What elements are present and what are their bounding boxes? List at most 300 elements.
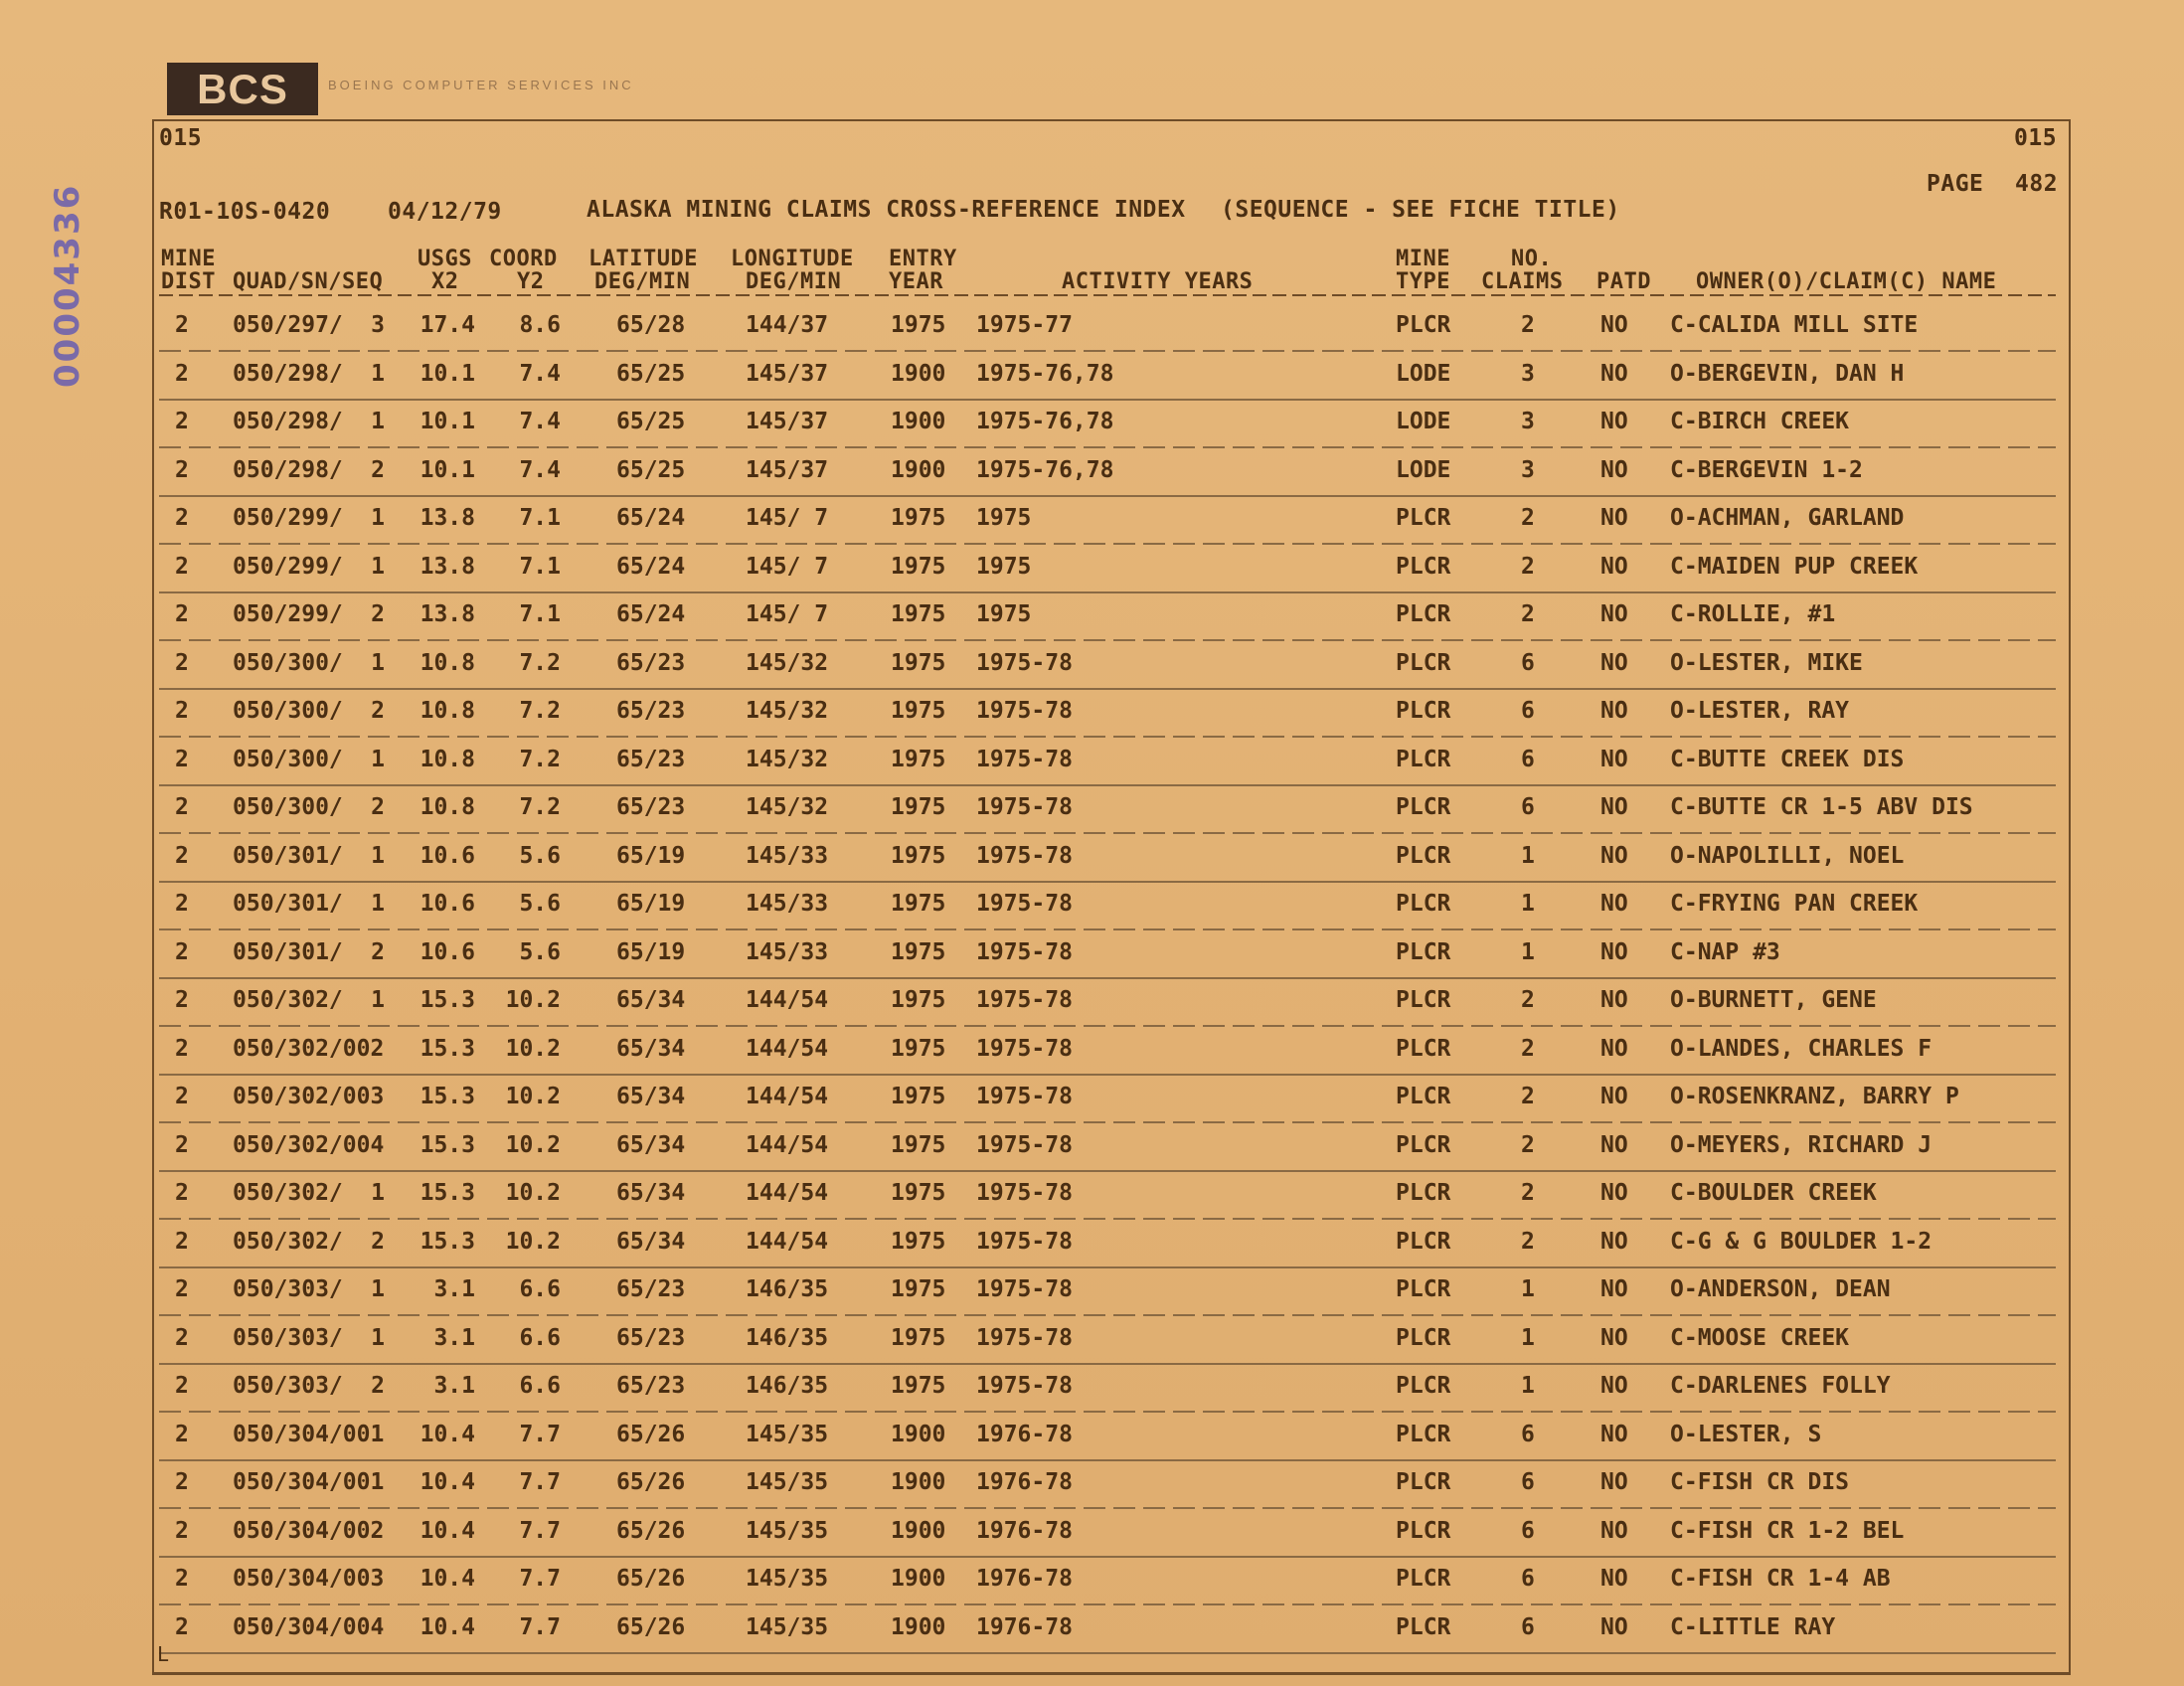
cell-entry-year: 1975 bbox=[891, 698, 946, 724]
table-row bbox=[0, 1467, 2184, 1515]
cell-quad: 050/304/001 bbox=[233, 1421, 385, 1447]
table-row bbox=[0, 985, 2184, 1033]
cell-usgs-x: 10.8 bbox=[420, 698, 475, 724]
cell-longitude: 144/54 bbox=[746, 1228, 829, 1255]
cell-usgs-y: 7.1 bbox=[519, 505, 561, 531]
cell-latitude: 65/23 bbox=[616, 1276, 686, 1302]
cell-mine-type: PLCR bbox=[1396, 1180, 1451, 1206]
cell-entry-year: 1975 bbox=[891, 1035, 946, 1062]
cell-dist: 2 bbox=[175, 1373, 189, 1399]
cell-latitude: 65/26 bbox=[616, 1421, 686, 1447]
table-row bbox=[0, 552, 2184, 599]
cell-patd: NO bbox=[1600, 409, 1628, 434]
cell-owner-claim-name: C-ROLLIE, #1 bbox=[1670, 601, 1836, 627]
row-rule bbox=[159, 1507, 2056, 1509]
cell-owner-claim-name: C-BIRCH CREEK bbox=[1670, 409, 1850, 434]
cell-activity-years: 1975 bbox=[976, 601, 1032, 627]
cell-mine-type: PLCR bbox=[1396, 312, 1451, 338]
cell-dist: 2 bbox=[175, 1084, 189, 1109]
cell-longitude: 146/35 bbox=[746, 1373, 829, 1399]
cell-claims: 2 bbox=[1521, 1084, 1535, 1109]
cell-mine-type: PLCR bbox=[1396, 601, 1451, 627]
cell-claims: 2 bbox=[1521, 1180, 1535, 1206]
fiche-number-right: 015 bbox=[2014, 125, 2058, 151]
cell-seq: 2 bbox=[371, 794, 385, 820]
cell-usgs-x: 17.4 bbox=[420, 312, 475, 338]
table-row bbox=[0, 937, 2184, 985]
cell-activity-years: 1975-78 bbox=[976, 842, 1073, 869]
cell-dist: 2 bbox=[175, 794, 189, 820]
cell-quad: 050/297/ bbox=[233, 312, 343, 338]
col-claims-1: NO. bbox=[1511, 247, 1553, 271]
col-entry-1: ENTRY bbox=[889, 247, 957, 271]
cell-longitude: 144/54 bbox=[746, 1035, 829, 1062]
col-coord-2: Y2 bbox=[517, 269, 545, 294]
cell-latitude: 65/23 bbox=[616, 1373, 686, 1399]
cell-mine-type: PLCR bbox=[1396, 938, 1451, 965]
col-usgs-1: USGS bbox=[418, 247, 472, 271]
cell-patd: NO bbox=[1600, 360, 1628, 387]
cell-latitude: 65/26 bbox=[616, 1469, 686, 1495]
cell-patd: NO bbox=[1600, 938, 1628, 965]
cell-seq: 1 bbox=[371, 1276, 385, 1302]
row-rule bbox=[159, 1314, 2056, 1316]
cell-claims: 2 bbox=[1521, 601, 1535, 627]
cell-activity-years: 1975-78 bbox=[976, 649, 1073, 676]
cell-claims: 1 bbox=[1521, 1324, 1535, 1351]
report-id: R01-10S-0420 bbox=[159, 199, 331, 225]
table-row bbox=[0, 359, 2184, 407]
cell-owner-claim-name: O-LESTER, RAY bbox=[1670, 698, 1850, 724]
cell-seq: 1 bbox=[371, 1324, 385, 1351]
cell-quad: 050/300/ bbox=[233, 698, 343, 724]
cell-entry-year: 1975 bbox=[891, 1084, 946, 1109]
cell-claims: 1 bbox=[1521, 842, 1535, 869]
cell-dist: 2 bbox=[175, 938, 189, 965]
cell-seq: 3 bbox=[371, 312, 385, 338]
cell-usgs-y: 7.4 bbox=[519, 409, 561, 434]
cell-patd: NO bbox=[1600, 891, 1628, 917]
cell-patd: NO bbox=[1600, 1469, 1628, 1495]
cell-longitude: 145/35 bbox=[746, 1566, 829, 1592]
cell-longitude: 144/54 bbox=[746, 1084, 829, 1109]
cell-usgs-x: 13.8 bbox=[420, 601, 475, 627]
cell-seq: 1 bbox=[371, 649, 385, 676]
cell-claims: 6 bbox=[1521, 649, 1535, 676]
cell-usgs-y: 8.6 bbox=[519, 312, 561, 338]
cell-patd: NO bbox=[1600, 987, 1628, 1013]
cell-longitude: 145/ 7 bbox=[746, 553, 829, 580]
cell-owner-claim-name: O-MEYERS, RICHARD J bbox=[1670, 1131, 1932, 1158]
cell-activity-years: 1975-78 bbox=[976, 1180, 1073, 1206]
col-mine-type-1: MINE bbox=[1396, 247, 1450, 271]
cell-usgs-y: 5.6 bbox=[519, 891, 561, 917]
cell-entry-year: 1900 bbox=[891, 360, 946, 387]
cell-mine-type: PLCR bbox=[1396, 1566, 1451, 1592]
cell-longitude: 146/35 bbox=[746, 1324, 829, 1351]
cell-mine-type: PLCR bbox=[1396, 1421, 1451, 1447]
table-row bbox=[0, 696, 2184, 744]
cell-quad: 050/301/ bbox=[233, 842, 343, 869]
cell-entry-year: 1975 bbox=[891, 1180, 946, 1206]
table-row bbox=[0, 1227, 2184, 1274]
cell-usgs-x: 10.1 bbox=[420, 456, 475, 483]
cell-activity-years: 1975-78 bbox=[976, 1084, 1073, 1109]
col-mine-dist-2: DIST bbox=[161, 269, 216, 294]
cell-seq: 1 bbox=[371, 409, 385, 434]
cell-patd: NO bbox=[1600, 1373, 1628, 1399]
cell-claims: 6 bbox=[1521, 1421, 1535, 1447]
cell-owner-claim-name: O-LESTER, S bbox=[1670, 1421, 1822, 1447]
cell-latitude: 65/26 bbox=[616, 1517, 686, 1544]
cell-quad: 050/300/ bbox=[233, 746, 343, 772]
cell-latitude: 65/26 bbox=[616, 1566, 686, 1592]
cell-quad: 050/298/ bbox=[233, 409, 343, 434]
cell-dist: 2 bbox=[175, 553, 189, 580]
cell-dist: 2 bbox=[175, 1276, 189, 1302]
cell-longitude: 144/37 bbox=[746, 312, 829, 338]
cell-latitude: 65/25 bbox=[616, 360, 686, 387]
cell-patd: NO bbox=[1600, 1131, 1628, 1158]
cell-activity-years: 1975-77 bbox=[976, 312, 1073, 338]
cell-longitude: 145/35 bbox=[746, 1517, 829, 1544]
cell-entry-year: 1975 bbox=[891, 553, 946, 580]
cell-activity-years: 1975-78 bbox=[976, 891, 1073, 917]
cell-quad: 050/303/ bbox=[233, 1324, 343, 1351]
cell-usgs-x: 15.3 bbox=[420, 1180, 475, 1206]
cell-dist: 2 bbox=[175, 1566, 189, 1592]
col-mine-type-2: TYPE bbox=[1396, 269, 1450, 294]
cell-activity-years: 1976-78 bbox=[976, 1566, 1073, 1592]
cell-usgs-x: 10.6 bbox=[420, 842, 475, 869]
report-title: ALASKA MINING CLAIMS CROSS-REFERENCE INDEX bbox=[587, 197, 1186, 223]
cell-entry-year: 1975 bbox=[891, 1324, 946, 1351]
cell-longitude: 145/ 7 bbox=[746, 601, 829, 627]
cell-usgs-y: 7.7 bbox=[519, 1517, 561, 1544]
cell-patd: NO bbox=[1600, 1566, 1628, 1592]
cell-mine-type: PLCR bbox=[1396, 1084, 1451, 1109]
cell-patd: NO bbox=[1600, 649, 1628, 676]
cell-dist: 2 bbox=[175, 1613, 189, 1640]
cell-mine-type: PLCR bbox=[1396, 891, 1451, 917]
row-rule bbox=[159, 977, 2056, 979]
cell-usgs-x: 10.4 bbox=[420, 1566, 475, 1592]
cell-usgs-x: 13.8 bbox=[420, 505, 475, 531]
cell-activity-years: 1975-78 bbox=[976, 1228, 1073, 1255]
cell-entry-year: 1975 bbox=[891, 505, 946, 531]
cell-patd: NO bbox=[1600, 505, 1628, 531]
cell-longitude: 145/37 bbox=[746, 456, 829, 483]
col-mine-dist-1: MINE bbox=[161, 247, 216, 271]
cell-claims: 6 bbox=[1521, 698, 1535, 724]
cell-seq: 2 bbox=[371, 698, 385, 724]
frame-corner-mark: L bbox=[157, 1642, 170, 1666]
cell-owner-claim-name: C-BUTTE CR 1-5 ABV DIS bbox=[1670, 794, 1973, 820]
row-rule bbox=[159, 1218, 2056, 1220]
cell-entry-year: 1900 bbox=[891, 1517, 946, 1544]
cell-owner-claim-name: O-LESTER, MIKE bbox=[1670, 649, 1863, 676]
cell-claims: 3 bbox=[1521, 409, 1535, 434]
cell-entry-year: 1900 bbox=[891, 409, 946, 434]
cell-mine-type: PLCR bbox=[1396, 1228, 1451, 1255]
cell-latitude: 65/25 bbox=[616, 456, 686, 483]
table-row bbox=[0, 407, 2184, 454]
cell-latitude: 65/19 bbox=[616, 891, 686, 917]
report-date: 04/12/79 bbox=[388, 199, 502, 225]
cell-usgs-x: 3.1 bbox=[433, 1373, 475, 1399]
table-row bbox=[0, 792, 2184, 840]
col-coord-1: COORD bbox=[489, 247, 558, 271]
col-lat-2: DEG/MIN bbox=[594, 269, 691, 294]
cell-activity-years: 1975-78 bbox=[976, 698, 1073, 724]
table-row bbox=[0, 1323, 2184, 1371]
cell-quad: 050/301/ bbox=[233, 938, 343, 965]
cell-quad: 050/302/002 bbox=[233, 1035, 385, 1062]
cell-owner-claim-name: O-ACHMAN, GARLAND bbox=[1670, 505, 1905, 531]
cell-owner-claim-name: C-NAP #3 bbox=[1670, 938, 1780, 965]
cell-quad: 050/299/ bbox=[233, 553, 343, 580]
cell-latitude: 65/34 bbox=[616, 1180, 686, 1206]
table-row bbox=[0, 1274, 2184, 1322]
cell-latitude: 65/28 bbox=[616, 312, 686, 338]
cell-longitude: 145/32 bbox=[746, 746, 829, 772]
cell-usgs-y: 7.1 bbox=[519, 601, 561, 627]
row-rule bbox=[159, 1074, 2056, 1076]
table-row bbox=[0, 1082, 2184, 1129]
cell-quad: 050/302/ bbox=[233, 1228, 343, 1255]
cell-owner-claim-name: C-G & G BOULDER 1-2 bbox=[1670, 1228, 1932, 1255]
cell-mine-type: LODE bbox=[1396, 456, 1451, 483]
row-rule bbox=[159, 688, 2056, 690]
cell-dist: 2 bbox=[175, 505, 189, 531]
cell-patd: NO bbox=[1600, 746, 1628, 772]
table-row bbox=[0, 599, 2184, 647]
cell-entry-year: 1975 bbox=[891, 1131, 946, 1158]
cell-owner-claim-name: C-FISH CR DIS bbox=[1670, 1469, 1850, 1495]
cell-mine-type: PLCR bbox=[1396, 746, 1451, 772]
cell-patd: NO bbox=[1600, 1180, 1628, 1206]
cell-usgs-y: 10.2 bbox=[505, 1131, 561, 1158]
cell-activity-years: 1976-78 bbox=[976, 1613, 1073, 1640]
row-rule bbox=[159, 784, 2056, 786]
cell-patd: NO bbox=[1600, 1276, 1628, 1302]
header-rule bbox=[159, 294, 2056, 296]
cell-dist: 2 bbox=[175, 1131, 189, 1158]
cell-activity-years: 1975-76,78 bbox=[976, 409, 1114, 434]
cell-usgs-y: 6.6 bbox=[519, 1276, 561, 1302]
cell-claims: 2 bbox=[1521, 312, 1535, 338]
cell-quad: 050/304/003 bbox=[233, 1566, 385, 1592]
cell-usgs-y: 7.2 bbox=[519, 794, 561, 820]
cell-activity-years: 1975-78 bbox=[976, 1035, 1073, 1062]
cell-usgs-y: 6.6 bbox=[519, 1373, 561, 1399]
cell-claims: 2 bbox=[1521, 1228, 1535, 1255]
cell-quad: 050/302/ bbox=[233, 987, 343, 1013]
cell-claims: 1 bbox=[1521, 1373, 1535, 1399]
cell-owner-claim-name: C-BERGEVIN 1-2 bbox=[1670, 456, 1863, 483]
cell-activity-years: 1975-78 bbox=[976, 1324, 1073, 1351]
cell-patd: NO bbox=[1600, 1324, 1628, 1351]
row-rule bbox=[159, 1411, 2056, 1413]
cell-owner-claim-name: C-LITTLE RAY bbox=[1670, 1613, 1836, 1640]
cell-quad: 050/304/001 bbox=[233, 1469, 385, 1495]
cell-usgs-x: 15.3 bbox=[420, 1228, 475, 1255]
cell-owner-claim-name: O-BURNETT, GENE bbox=[1670, 987, 1877, 1013]
cell-usgs-x: 10.6 bbox=[420, 891, 475, 917]
cell-quad: 050/302/004 bbox=[233, 1131, 385, 1158]
cell-owner-claim-name: O-ANDERSON, DEAN bbox=[1670, 1276, 1891, 1302]
cell-activity-years: 1975-78 bbox=[976, 1373, 1073, 1399]
cell-mine-type: PLCR bbox=[1396, 1324, 1451, 1351]
cell-claims: 2 bbox=[1521, 1131, 1535, 1158]
col-lon-2: DEG/MIN bbox=[746, 269, 842, 294]
cell-latitude: 65/25 bbox=[616, 409, 686, 434]
cell-patd: NO bbox=[1600, 456, 1628, 483]
fiche-number-left: 015 bbox=[159, 125, 203, 151]
cell-mine-type: PLCR bbox=[1396, 1469, 1451, 1495]
table-row bbox=[0, 1178, 2184, 1226]
cell-activity-years: 1975-78 bbox=[976, 1276, 1073, 1302]
cell-usgs-y: 7.7 bbox=[519, 1613, 561, 1640]
cell-usgs-x: 10.8 bbox=[420, 649, 475, 676]
cell-owner-claim-name: C-CALIDA MILL SITE bbox=[1670, 312, 1919, 338]
cell-quad: 050/299/ bbox=[233, 505, 343, 531]
cell-seq: 1 bbox=[371, 553, 385, 580]
cell-longitude: 145/37 bbox=[746, 360, 829, 387]
cell-owner-claim-name: C-FISH CR 1-2 BEL bbox=[1670, 1517, 1905, 1544]
cell-mine-type: PLCR bbox=[1396, 505, 1451, 531]
cell-quad: 050/300/ bbox=[233, 649, 343, 676]
row-rule bbox=[159, 446, 2056, 448]
table-row bbox=[0, 1420, 2184, 1467]
cell-quad: 050/302/003 bbox=[233, 1084, 385, 1109]
cell-dist: 2 bbox=[175, 1469, 189, 1495]
cell-seq: 1 bbox=[371, 360, 385, 387]
cell-dist: 2 bbox=[175, 456, 189, 483]
cell-activity-years: 1975 bbox=[976, 553, 1032, 580]
cell-patd: NO bbox=[1600, 842, 1628, 869]
cell-usgs-y: 7.7 bbox=[519, 1469, 561, 1495]
table-row bbox=[0, 841, 2184, 889]
col-owner: OWNER(O)/CLAIM(C) NAME bbox=[1696, 269, 1997, 294]
cell-latitude: 65/23 bbox=[616, 698, 686, 724]
row-rule bbox=[159, 881, 2056, 883]
cell-dist: 2 bbox=[175, 601, 189, 627]
table-row bbox=[0, 503, 2184, 551]
cell-quad: 050/303/ bbox=[233, 1276, 343, 1302]
cell-claims: 2 bbox=[1521, 553, 1535, 580]
table-row bbox=[0, 1612, 2184, 1660]
cell-usgs-y: 10.2 bbox=[505, 1084, 561, 1109]
cell-usgs-y: 7.2 bbox=[519, 746, 561, 772]
cell-dist: 2 bbox=[175, 1180, 189, 1206]
cell-owner-claim-name: O-NAPOLILLI, NOEL bbox=[1670, 842, 1905, 869]
cell-claims: 1 bbox=[1521, 938, 1535, 965]
cell-claims: 1 bbox=[1521, 891, 1535, 917]
cell-longitude: 145/35 bbox=[746, 1613, 829, 1640]
cell-dist: 2 bbox=[175, 1421, 189, 1447]
cell-mine-type: PLCR bbox=[1396, 1613, 1451, 1640]
table-row bbox=[0, 745, 2184, 792]
cell-patd: NO bbox=[1600, 794, 1628, 820]
cell-owner-claim-name: C-BOULDER CREEK bbox=[1670, 1180, 1877, 1206]
cell-patd: NO bbox=[1600, 1084, 1628, 1109]
cell-mine-type: PLCR bbox=[1396, 1035, 1451, 1062]
cell-claims: 6 bbox=[1521, 1469, 1535, 1495]
col-quad: QUAD/SN/SEQ bbox=[233, 269, 384, 294]
cell-longitude: 144/54 bbox=[746, 1180, 829, 1206]
cell-usgs-y: 10.2 bbox=[505, 987, 561, 1013]
cell-claims: 2 bbox=[1521, 987, 1535, 1013]
cell-latitude: 65/34 bbox=[616, 987, 686, 1013]
cell-entry-year: 1900 bbox=[891, 1469, 946, 1495]
row-rule bbox=[159, 543, 2056, 545]
cell-usgs-y: 7.2 bbox=[519, 649, 561, 676]
page-number: 482 bbox=[2015, 171, 2059, 197]
cell-latitude: 65/24 bbox=[616, 601, 686, 627]
cell-seq: 2 bbox=[371, 601, 385, 627]
row-rule bbox=[159, 639, 2056, 641]
cell-owner-claim-name: C-DARLENES FOLLY bbox=[1670, 1373, 1891, 1399]
cell-owner-claim-name: C-MAIDEN PUP CREEK bbox=[1670, 553, 1919, 580]
cell-claims: 6 bbox=[1521, 746, 1535, 772]
cell-usgs-x: 10.1 bbox=[420, 360, 475, 387]
cell-entry-year: 1975 bbox=[891, 794, 946, 820]
cell-seq: 2 bbox=[371, 938, 385, 965]
cell-dist: 2 bbox=[175, 1228, 189, 1255]
cell-mine-type: PLCR bbox=[1396, 842, 1451, 869]
cell-latitude: 65/23 bbox=[616, 746, 686, 772]
table-row bbox=[0, 1564, 2184, 1611]
cell-usgs-y: 5.6 bbox=[519, 938, 561, 965]
cell-quad: 050/300/ bbox=[233, 794, 343, 820]
cell-latitude: 65/23 bbox=[616, 1324, 686, 1351]
cell-dist: 2 bbox=[175, 1324, 189, 1351]
cell-claims: 6 bbox=[1521, 1566, 1535, 1592]
cell-usgs-x: 10.1 bbox=[420, 409, 475, 434]
cell-usgs-x: 15.3 bbox=[420, 1084, 475, 1109]
cell-patd: NO bbox=[1600, 312, 1628, 338]
cell-entry-year: 1975 bbox=[891, 938, 946, 965]
cell-entry-year: 1975 bbox=[891, 746, 946, 772]
cell-latitude: 65/34 bbox=[616, 1084, 686, 1109]
table-row bbox=[0, 455, 2184, 503]
row-rule bbox=[159, 591, 2056, 593]
cell-longitude: 146/35 bbox=[746, 1276, 829, 1302]
row-rule bbox=[159, 1652, 2056, 1654]
cell-longitude: 145/35 bbox=[746, 1469, 829, 1495]
cell-activity-years: 1976-78 bbox=[976, 1517, 1073, 1544]
row-rule bbox=[159, 928, 2056, 930]
cell-dist: 2 bbox=[175, 746, 189, 772]
cell-usgs-x: 3.1 bbox=[433, 1276, 475, 1302]
cell-entry-year: 1975 bbox=[891, 1228, 946, 1255]
cell-activity-years: 1975-78 bbox=[976, 987, 1073, 1013]
cell-longitude: 145/33 bbox=[746, 938, 829, 965]
cell-entry-year: 1975 bbox=[891, 1373, 946, 1399]
table-row bbox=[0, 1371, 2184, 1419]
cell-quad: 050/298/ bbox=[233, 360, 343, 387]
cell-mine-type: PLCR bbox=[1396, 987, 1451, 1013]
cell-entry-year: 1900 bbox=[891, 456, 946, 483]
cell-claims: 3 bbox=[1521, 456, 1535, 483]
cell-entry-year: 1975 bbox=[891, 987, 946, 1013]
report-subtitle: (SEQUENCE - SEE FICHE TITLE) bbox=[1221, 197, 1620, 223]
cell-patd: NO bbox=[1600, 1613, 1628, 1640]
cell-longitude: 145/33 bbox=[746, 891, 829, 917]
table-row bbox=[0, 1034, 2184, 1082]
row-rule bbox=[159, 1363, 2056, 1365]
